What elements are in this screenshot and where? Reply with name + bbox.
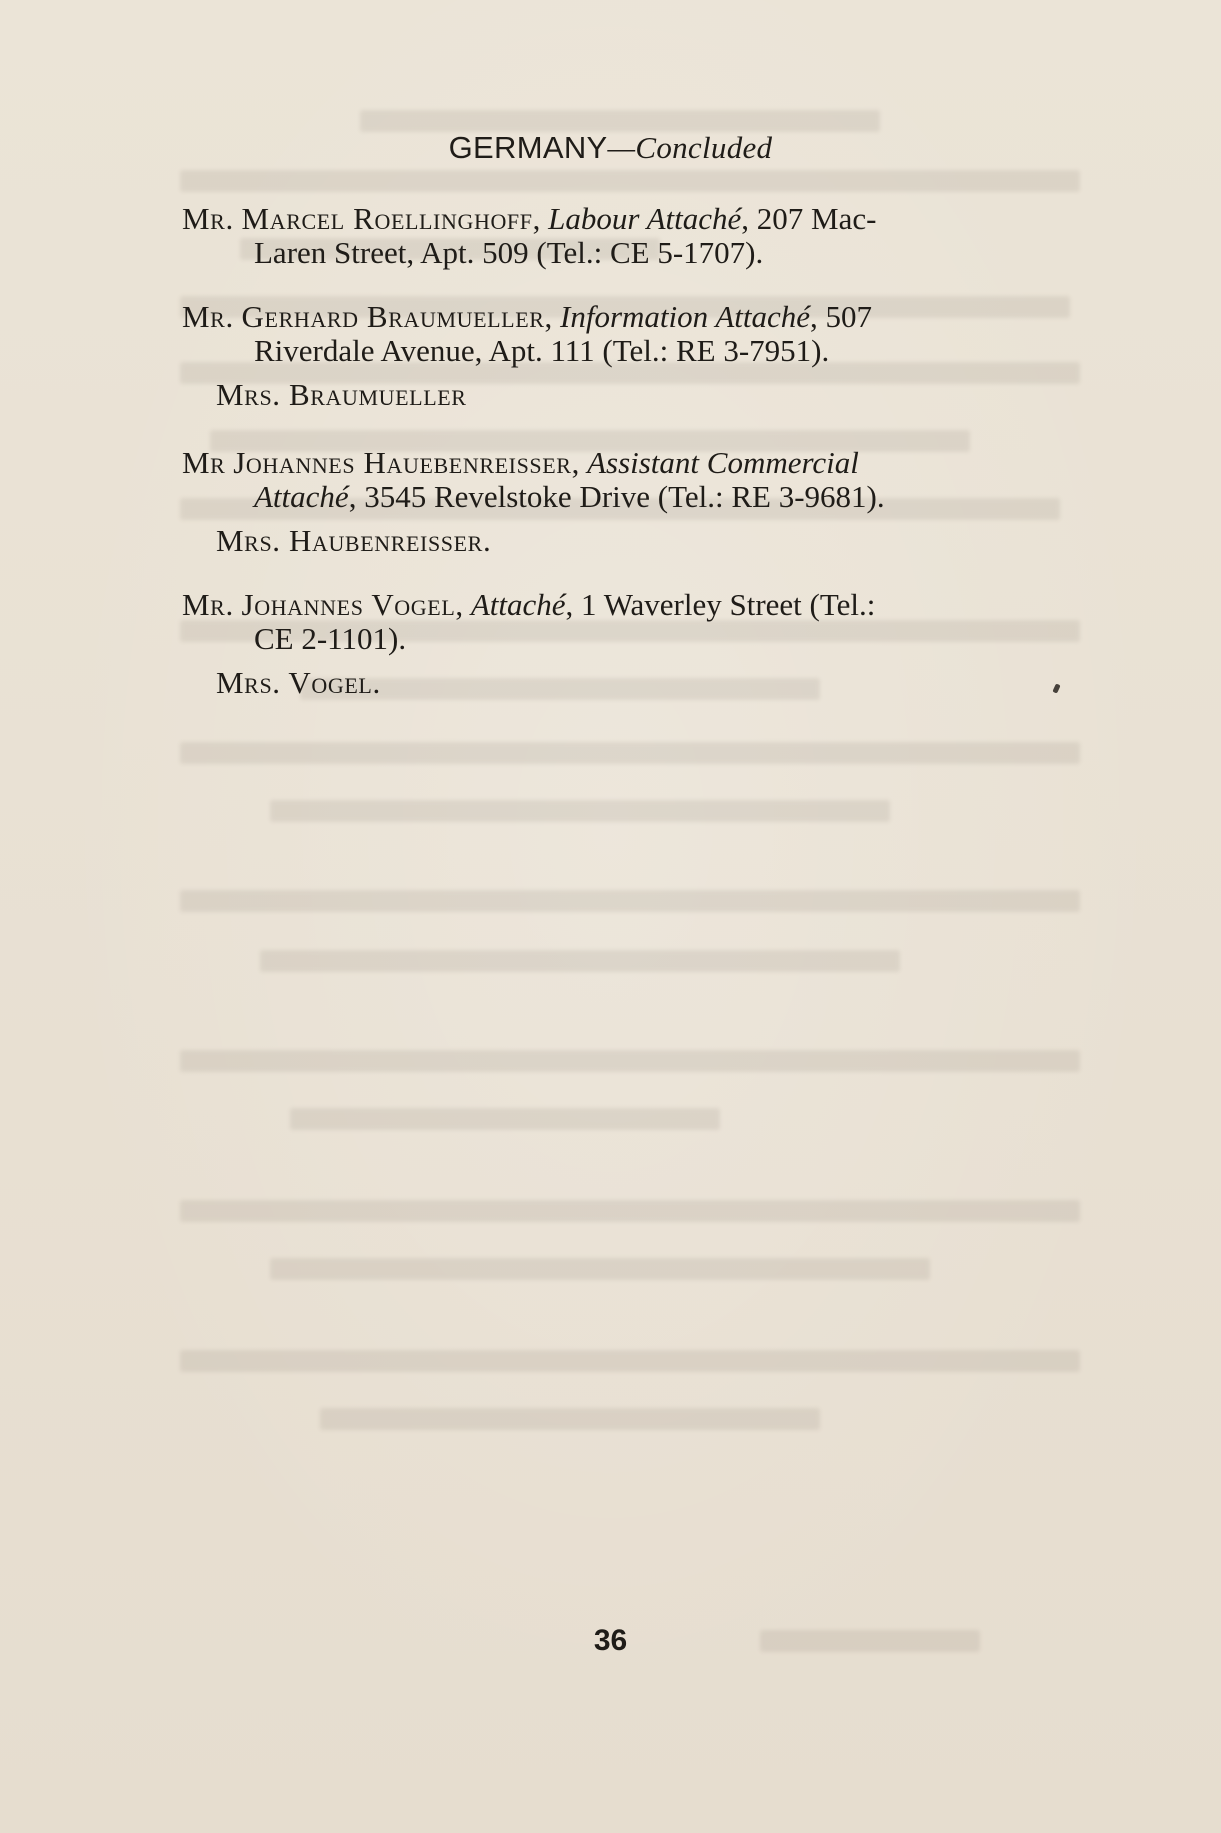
entry-role: Information Attaché <box>560 299 811 334</box>
entry-address-second: CE 2-1101). <box>254 621 407 656</box>
heading-country: GERMANY <box>448 130 608 165</box>
entry-spouse: Mrs. Vogel. <box>216 665 381 700</box>
entry-roellinghoff <box>182 202 1090 270</box>
entry-line-first: Mr Johannes Hauebenreisser, Assistant Commercial <box>182 445 859 480</box>
entry-address-second: , 3545 Revelstoke Drive (Tel.: RE 3-9681). <box>348 479 885 514</box>
entry-address-second: Laren Street, Apt. 509 (Tel.: CE 5-1707). <box>254 235 764 270</box>
entry-address-second: Riverdale Avenue, Apt. 111 (Tel.: RE 3-7951). <box>254 333 830 368</box>
entry-name: Johannes Hauebenreisser <box>233 445 572 480</box>
entry-role-second: Attaché <box>254 479 349 514</box>
entry-line-first: Mr. Gerhard Braumueller, Information Attaché, 507 <box>182 299 873 334</box>
entry-braumueller <box>182 300 1090 368</box>
entry-vogel <box>182 588 1090 656</box>
entry-line-first: Mr. Marcel Roellinghoff, Labour Attaché, 207 Mac- <box>182 201 877 236</box>
entry-title: Mr. <box>182 201 234 236</box>
heading-continuation: —Concluded <box>607 130 773 165</box>
entry-spouse: Mrs. Haubenreisser. <box>216 523 492 558</box>
entry-role: Assistant Commercial <box>587 445 859 480</box>
entry-name: Gerhard Braumueller <box>241 299 545 334</box>
entry-address-first: , 507 <box>810 299 873 334</box>
entry-haubenreisser <box>182 446 1090 514</box>
entry-name: Marcel Roellinghoff <box>241 201 533 236</box>
entry-address-first: , 1 Waverley Street (Tel.: <box>565 587 876 622</box>
entry-role: Labour Attaché <box>548 201 742 236</box>
entry-title: Mr. <box>182 299 234 334</box>
page-number: 36 <box>593 1624 628 1657</box>
ink-mark <box>1052 683 1060 693</box>
entry-line-second <box>182 480 1090 514</box>
entry-role: Attaché <box>470 587 566 622</box>
entry-spouse: Mrs. Braumueller <box>216 377 467 412</box>
entry-title: Mr. <box>182 587 234 622</box>
entry-address-first: , 207 Mac- <box>741 201 877 236</box>
page-heading <box>0 130 1221 166</box>
entry-name: Johannes Vogel <box>241 587 456 622</box>
entry-title: Mr <box>182 445 226 480</box>
entry-line-first: Mr. Johannes Vogel, Attaché, 1 Waverley Street (Tel.: <box>182 587 876 622</box>
